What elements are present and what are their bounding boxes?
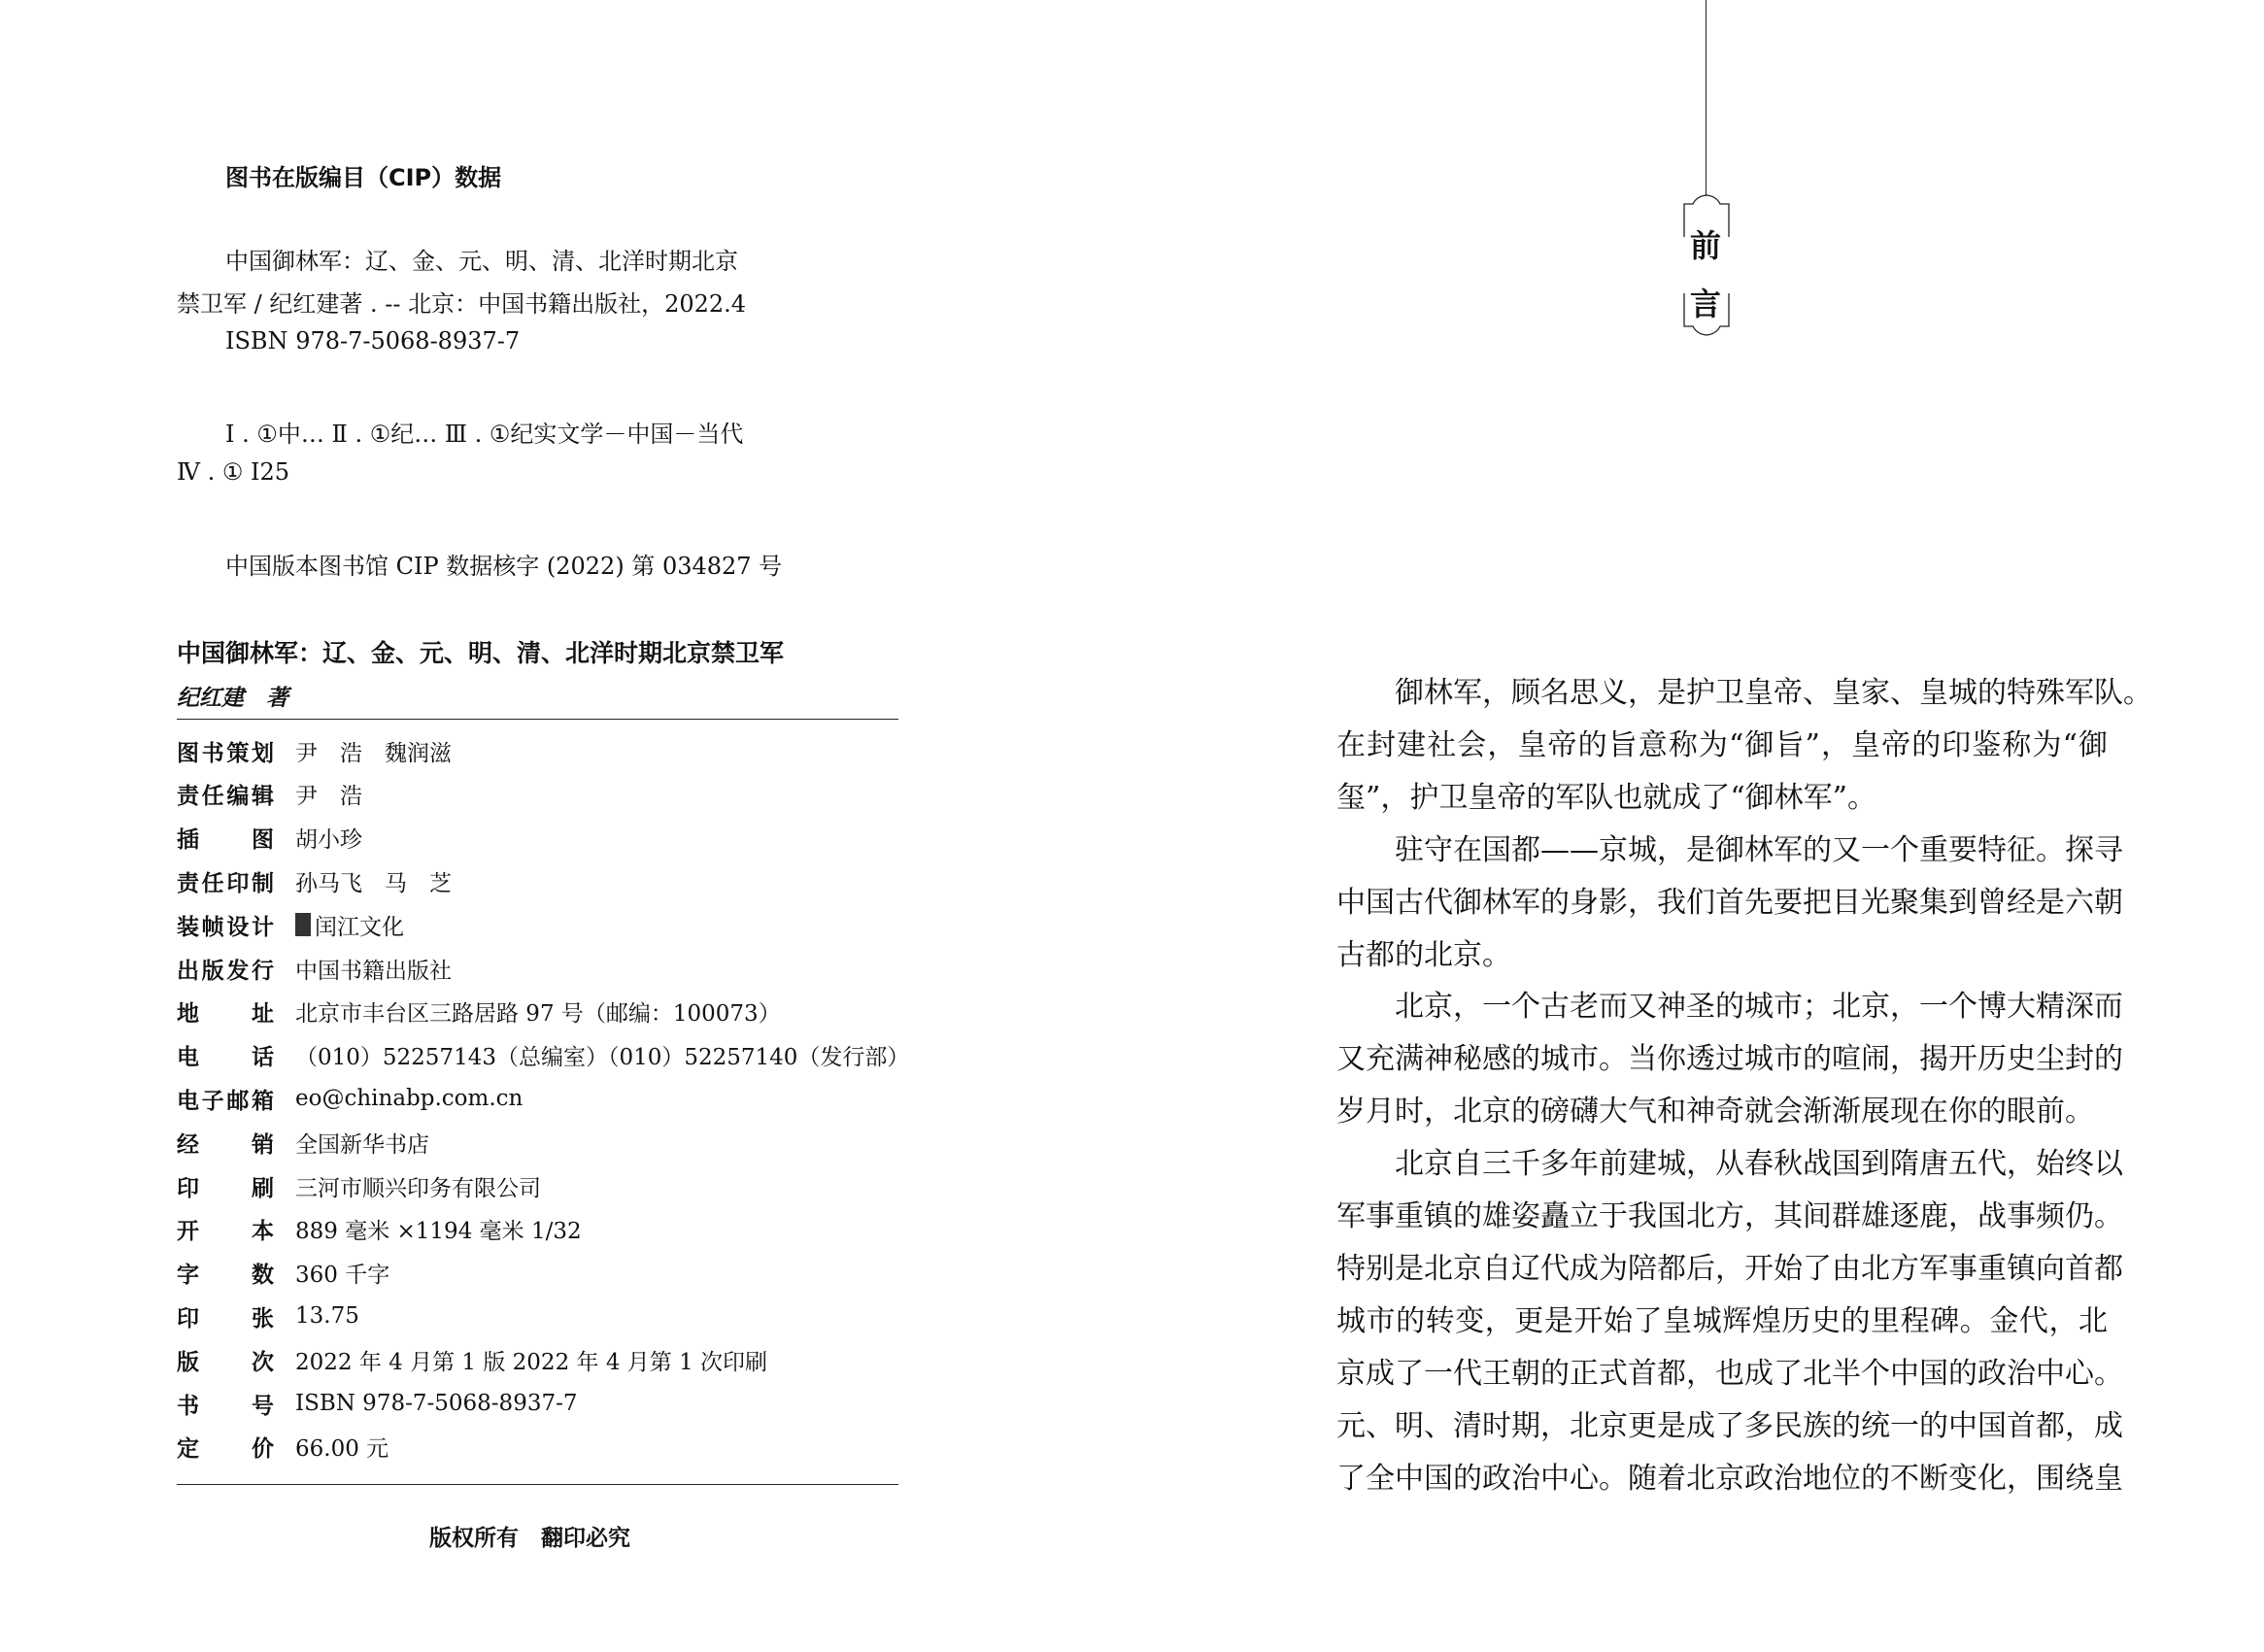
- detail-value: 闰江文化: [315, 914, 404, 940]
- preface-heading-char: 言: [1690, 286, 1722, 322]
- detail-value: 360 千字: [295, 1263, 390, 1289]
- detail-row: [177, 1036, 909, 1075]
- cip-heading: 图书在版编目（CIP）数据: [225, 164, 502, 191]
- detail-value: （010）52257143（总编室）（010）52257140（发行部）: [295, 1045, 910, 1071]
- detail-label: 图书策划: [177, 740, 274, 766]
- detail-value: 中国书籍出版社: [295, 958, 452, 984]
- copyright-notice: 版权所有 翻印必究: [429, 1526, 630, 1551]
- detail-label: 出版发行: [177, 958, 274, 984]
- detail-value: 胡小珍: [295, 827, 362, 854]
- preface-line: 中国古代御林军的身影，我们首先要把目光聚集到曾经是六朝: [1336, 885, 2123, 920]
- preface-line: 北京，一个古老而又神圣的城市；北京，一个博大精深而: [1395, 990, 2123, 1025]
- preface-line: 元、明、清时期，北京更是成了多民族的统一的中国首都，成: [1336, 1408, 2123, 1443]
- preface-line: 玺”，护卫皇帝的军队也就成了“御林军”。: [1336, 780, 1877, 815]
- book-title: 中国御林军：辽、金、元、明、清、北洋时期北京禁卫军: [177, 639, 785, 667]
- cip-line: 中国御林军：辽、金、元、明、清、北洋时期北京: [225, 248, 738, 275]
- detail-row: [177, 1254, 389, 1293]
- detail-value: 全国新华书店: [295, 1131, 429, 1158]
- cip-line: ISBN 978-7-5068-8937-7: [225, 327, 521, 354]
- detail-label: 版次: [177, 1349, 274, 1375]
- detail-value: 北京市丰台区三路居路 97 号（邮编：100073）: [295, 1001, 781, 1028]
- detail-label: 责任印制: [177, 870, 274, 896]
- preface-line: 御林军，顾名思义，是护卫皇帝、皇家、皇城的特殊军队。: [1395, 676, 2152, 710]
- preface-line: 驻守在国都——京城，是御林军的又一个重要特征。探寻: [1395, 832, 2123, 867]
- detail-row: [177, 1384, 578, 1423]
- detail-label: 插图: [177, 827, 274, 854]
- detail-row: [177, 731, 452, 770]
- detail-row: [177, 1210, 582, 1249]
- detail-row: [177, 775, 362, 814]
- detail-row: [177, 1123, 429, 1162]
- cip-line: 中国版本图书馆 CIP 数据核字 (2022) 第 034827 号: [225, 553, 783, 580]
- preface-line: 了全中国的政治中心。随着北京政治地位的不断变化，围绕皇: [1336, 1461, 2123, 1496]
- cip-line: Ⅰ . ①中… Ⅱ . ①纪… Ⅲ . ①纪实文学－中国－当代: [225, 421, 744, 448]
- preface-line: 城市的转变，更是开始了皇城辉煌历史的里程碑。金代，北: [1336, 1303, 2108, 1338]
- detail-value: 三河市顺兴印务有限公司: [295, 1175, 541, 1201]
- detail-value: 尹 浩 魏润滋: [295, 740, 452, 766]
- detail-label: 定价: [177, 1436, 274, 1463]
- preface-line: 古都的北京。: [1336, 937, 1511, 972]
- detail-label: 经销: [177, 1131, 274, 1158]
- detail-value: 尹 浩: [295, 784, 362, 810]
- preface-line: 在封建社会，皇帝的旨意称为“御旨”，皇帝的印鉴称为“御: [1336, 727, 2108, 762]
- cip-line: 禁卫军 / 纪红建著 . -- 北京：中国书籍出版社，2022.4: [177, 290, 747, 318]
- detail-label: 地址: [177, 1001, 274, 1028]
- detail-value: eo@chinabp.com.cn: [295, 1086, 524, 1112]
- detail-row: [177, 1340, 767, 1379]
- preface-line: 军事重镇的雄姿矗立于我国北方，其间群雄逐鹿，战事频仍。: [1336, 1199, 2123, 1233]
- detail-value: 13.75: [295, 1303, 359, 1330]
- preface-line: 又充满神秘感的城市。当你透过城市的喧闹，揭开历史尘封的: [1336, 1042, 2123, 1077]
- detail-row: [177, 1297, 359, 1335]
- preface-heading-char: 前: [1690, 227, 1722, 264]
- detail-value: 889 毫米 ×1194 毫米 1/32: [295, 1219, 582, 1245]
- detail-row: [177, 1079, 523, 1118]
- detail-label: 装帧设计: [177, 914, 274, 940]
- detail-value: 孙马飞 马 芝: [295, 870, 452, 896]
- divider: [177, 1484, 898, 1485]
- detail-row: [177, 819, 362, 858]
- detail-value: 66.00 元: [295, 1436, 389, 1463]
- detail-label: 字数: [177, 1263, 274, 1289]
- detail-value: ISBN 978-7-5068-8937-7: [295, 1391, 578, 1416]
- detail-row: [177, 993, 781, 1031]
- designer-logo-icon: [295, 913, 311, 936]
- detail-label: 电子邮箱: [177, 1088, 274, 1114]
- preface-line: 特别是北京自辽代成为陪都后，开始了由北方军事重镇向首都: [1336, 1251, 2123, 1286]
- detail-label: 电话: [177, 1045, 274, 1071]
- divider: [177, 719, 898, 720]
- detail-row: [177, 905, 404, 944]
- detail-row: [177, 1166, 541, 1205]
- detail-row: [177, 861, 452, 900]
- preface-line: 岁月时，北京的磅礴大气和神奇就会渐渐展现在你的眼前。: [1336, 1095, 2094, 1129]
- author: 纪红建 著: [177, 686, 288, 711]
- detail-row: [177, 1428, 389, 1467]
- detail-value: 2022 年 4 月第 1 版 2022 年 4 月第 1 次印刷: [295, 1349, 768, 1375]
- detail-label: 印刷: [177, 1175, 274, 1201]
- preface-line: 北京自三千多年前建城，从春秋战国到隋唐五代，始终以: [1395, 1147, 2123, 1182]
- detail-label: 印张: [177, 1305, 274, 1332]
- detail-label: 书号: [177, 1393, 274, 1419]
- detail-row: [177, 949, 452, 988]
- preface-line: 京成了一代王朝的正式首都，也成了北半个中国的政治中心。: [1336, 1356, 2123, 1391]
- cip-line: Ⅳ . ① I25: [177, 458, 290, 486]
- detail-label: 开本: [177, 1219, 274, 1245]
- detail-label: 责任编辑: [177, 784, 274, 810]
